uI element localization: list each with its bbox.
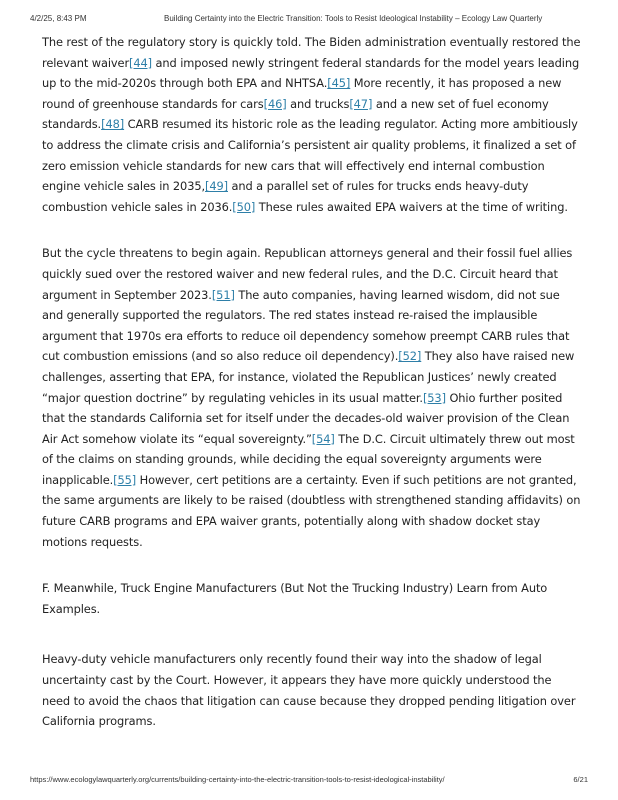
section-heading: F. Meanwhile, Truck Engine Manufacturers (But Not the Trucking Industry) Learn from Auto Examples. <box>42 581 548 616</box>
footnote-link-46[interactable]: [46] <box>263 96 287 111</box>
paragraph-text: The rest of the regulatory story is quickly told. The Biden administration eventually restored the relevant waiver <box>42 35 581 70</box>
footnote-link-44[interactable]: [44] <box>129 55 153 70</box>
article-body <box>42 32 582 758</box>
footnote-link-50[interactable]: [50] <box>232 199 256 214</box>
print-footer <box>30 775 588 787</box>
paragraph-heavy-duty <box>42 649 582 731</box>
paragraph-text: and trucks <box>286 96 350 111</box>
print-header <box>30 14 588 26</box>
footnote-link-55[interactable]: [55] <box>113 472 137 487</box>
paragraph-regulatory-story <box>42 32 582 217</box>
footnote-link-54[interactable]: [54] <box>311 431 335 446</box>
paragraph-text: and a new set of fuel economy standards. <box>42 96 549 132</box>
paragraph-text: The auto companies, having learned wisdom, did not sue and generally supported the regulators. The red states instead re-raised the implausible argument that 1970s era efforts to reduce oil dependency somehow preempt CARB rules that cut combustion emissions (and so also reduce oil dependency). <box>42 287 570 364</box>
paragraph-text: and a parallel set of rules for trucks ends heavy-duty combustion vehicle sales in 2036. <box>42 179 529 214</box>
print-page-title: Building Certainty into the Electric Transition: Tools to Resist Ideological Instability – Ecology Law Quarterly <box>164 14 543 23</box>
paragraph-text: They also have raised new challenges, asserting that EPA, for instance, violated the Republican Justices’ newly created “major question doctrine” by regulating vehicles in its usual matter. <box>42 349 575 405</box>
footnote-link-51[interactable]: [51] <box>211 287 235 302</box>
print-page-number: 6/21 <box>573 775 588 784</box>
paragraph-text: The D.C. Circuit ultimately threw out most of the claims on standing grounds, while deciding the equal sovereignty arguments were inapplicable. <box>42 431 575 487</box>
paragraph-text: However, cert petitions are a certainty. Even if such petitions are not granted, the same arguments are likely to be raised (doubtless with strengthened standing affidavits) on future CARB programs and EPA waiver grants, potentially along with shadow docket stay motions requests. <box>42 472 581 549</box>
paragraph-text: Ohio further posited that the standards California set for itself under the decades-old waiver provision of the Clean Air Act somehow violate its “equal sovereignty.” <box>42 390 570 446</box>
paragraph-text: But the cycle threatens to begin again. Republican attorneys general and their fossil fuel allies quickly sued over the restored waiver and new federal rules, and the D.C. Circuit heard that argument in September 2023. <box>42 246 573 302</box>
paragraph-text: More recently, it has proposed a new round of greenhouse standards for cars <box>42 76 562 111</box>
paragraph-text: CARB resumed its historic role as the leading regulator. Acting more ambitiously to address the climate crisis and California’s persistent air quality problems, it finalized a set of zero emission vehicle standards for new cars that will effectively end internal combustion engine vehicle sales in 2035, <box>42 117 578 194</box>
footnote-link-45[interactable]: [45] <box>327 76 351 91</box>
footnote-link-52[interactable]: [52] <box>398 349 422 364</box>
print-date: 4/2/25, 8:43 PM <box>30 14 87 23</box>
paragraph-text: These rules awaited EPA waivers at the time of writing. <box>255 199 568 214</box>
paragraph-cycle-threatens <box>42 243 582 552</box>
paragraph-text: Heavy-duty vehicle manufacturers only recently found their way into the shadow of legal uncertainty cast by the Court. However, it appears they have more quickly understood the need to avoid the chaos that litigation can cause because they dropped pending litigation over California programs. <box>42 652 576 729</box>
print-url: https://www.ecologylawquarterly.org/currents/building-certainty-into-the-electric-transition-tools-to-resist-ideological-instability/ <box>30 775 445 784</box>
footnote-link-48[interactable]: [48] <box>101 117 125 132</box>
paragraph-text: and imposed newly stringent federal standards for the model years leading up to the mid-2020s through both EPA and NHTSA. <box>42 55 580 91</box>
footnote-link-53[interactable]: [53] <box>422 390 446 405</box>
footnote-link-47[interactable]: [47] <box>349 96 373 111</box>
footnote-link-49[interactable]: [49] <box>205 179 228 194</box>
